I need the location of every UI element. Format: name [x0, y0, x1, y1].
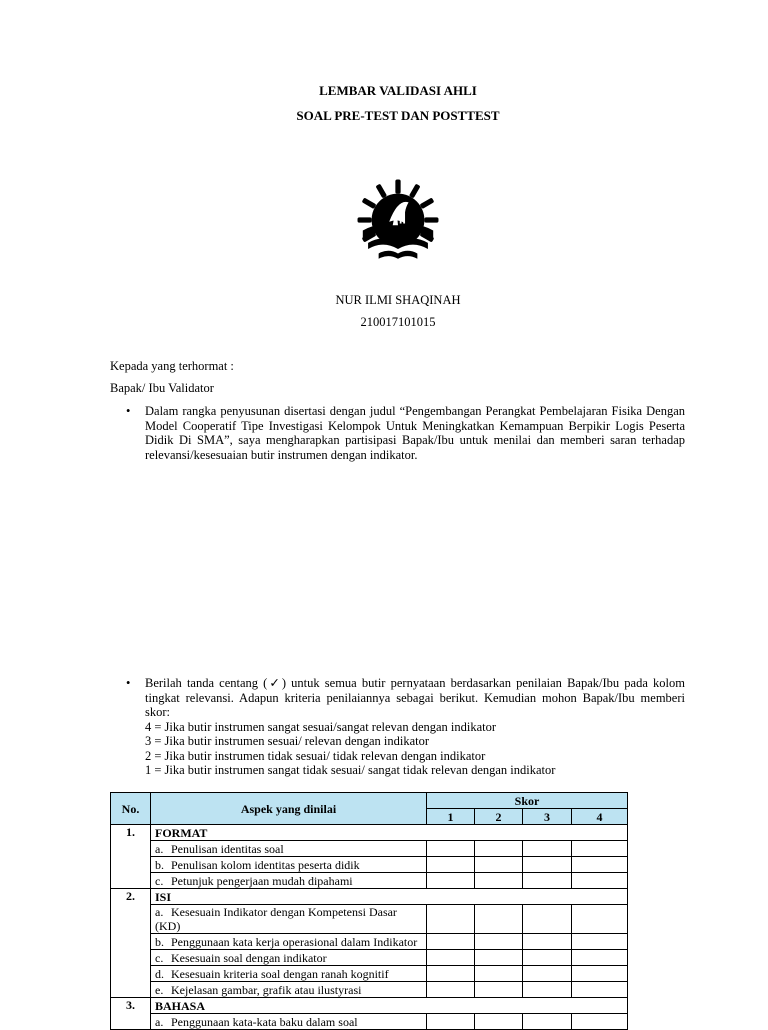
- score-cell[interactable]: [572, 950, 628, 966]
- section-title: BAHASA: [151, 998, 628, 1014]
- score-col-2: 2: [475, 809, 523, 825]
- criteria-item: 4 = Jika butir instrumen sangat sesuai/sangat relevan dengan indikator: [145, 719, 497, 734]
- table-row: [111, 825, 628, 841]
- intro-bullet: [126, 404, 685, 462]
- score-cell[interactable]: [427, 1014, 475, 1030]
- score-cell[interactable]: [475, 1014, 523, 1030]
- aspect-item: b. Penulisan kolom identitas peserta didik: [151, 857, 427, 873]
- bullet-icon: •: [126, 404, 131, 418]
- aspect-item: c. Kesesuain soal dengan indikator: [151, 950, 427, 966]
- criteria-item: 1 = Jika butir instrumen sangat tidak sesuai/ sangat tidak relevan dengan indikator: [145, 763, 556, 777]
- aspect-item: e. Kejelasan gambar, grafik atau ilustyrasi: [151, 982, 427, 998]
- score-cell[interactable]: [475, 982, 523, 998]
- instruction-text: Berilah tanda centang (✓) untuk semua butir pernyataan berdasarkan penilaian Bapak/Ibu pada kolom tingkat relevansi. Adapun kriteria penilaiannya sebagai berikut. Kemudian mohon Bapak/Ibu memberi skor:: [145, 676, 685, 719]
- score-cell[interactable]: [523, 982, 572, 998]
- table-row: [111, 1014, 628, 1030]
- table-row: [111, 934, 628, 950]
- score-col-4: 4: [572, 809, 628, 825]
- col-header-no: No.: [111, 793, 151, 825]
- score-cell[interactable]: [523, 857, 572, 873]
- validation-table: [110, 792, 628, 1030]
- score-cell[interactable]: [427, 905, 475, 934]
- document-title: LEMBAR VALIDASI AHLI: [319, 83, 477, 98]
- score-cell[interactable]: [475, 934, 523, 950]
- score-col-1: 1: [427, 809, 475, 825]
- table-row: [111, 950, 628, 966]
- table-row: [111, 998, 628, 1014]
- section-title: FORMAT: [151, 825, 628, 841]
- aspect-item: b. Penggunaan kata kerja operasional dalam Indikator: [151, 934, 427, 950]
- author-nim: 210017101015: [360, 315, 436, 329]
- instruction-content: [145, 676, 685, 778]
- score-cell[interactable]: [523, 966, 572, 982]
- addressee-line: Bapak/ Ibu Validator: [110, 381, 214, 395]
- criteria-item: 2 = Jika butir instrumen tidak sesuai/ tidak relevan dengan indikator: [145, 748, 486, 763]
- table-row: [111, 841, 628, 857]
- table-row: [111, 873, 628, 889]
- document-subtitle: SOAL PRE-TEST DAN POSTTEST: [296, 108, 500, 123]
- aspect-item: d. Kesesuain kriteria soal dengan ranah kognitif: [151, 966, 427, 982]
- score-cell[interactable]: [427, 950, 475, 966]
- score-cell[interactable]: [475, 857, 523, 873]
- score-cell[interactable]: [427, 966, 475, 982]
- instruction-bullet: [126, 676, 685, 778]
- score-cell[interactable]: [475, 950, 523, 966]
- aspect-item: a. Penulisan identitas soal: [151, 841, 427, 857]
- score-cell[interactable]: [427, 857, 475, 873]
- author-name: NUR ILMI SHAQINAH: [335, 293, 461, 307]
- score-cell[interactable]: [523, 841, 572, 857]
- criteria-item: 3 = Jika butir instrumen sesuai/ relevan dengan indikator: [145, 734, 430, 748]
- score-cell[interactable]: [523, 934, 572, 950]
- score-cell[interactable]: [427, 841, 475, 857]
- score-cell[interactable]: [572, 934, 628, 950]
- section-number: 2.: [111, 889, 151, 998]
- col-header-score: Skor: [427, 793, 628, 809]
- score-cell[interactable]: [572, 841, 628, 857]
- table-row: [111, 857, 628, 873]
- score-cell[interactable]: [475, 966, 523, 982]
- score-cell[interactable]: [427, 934, 475, 950]
- bullet-icon: •: [126, 676, 131, 690]
- score-cell[interactable]: [572, 905, 628, 934]
- score-cell[interactable]: [572, 873, 628, 889]
- table-row: [111, 889, 628, 905]
- score-cell[interactable]: [427, 873, 475, 889]
- aspect-item: a. Kesesuain Indikator dengan Kompetensi Dasar (KD): [151, 905, 427, 934]
- table-row: [111, 905, 628, 934]
- aspect-item: c. Petunjuk pengerjaan mudah dipahami: [151, 873, 427, 889]
- score-cell[interactable]: [475, 841, 523, 857]
- score-cell[interactable]: [523, 873, 572, 889]
- university-emblem-icon: [354, 176, 442, 264]
- score-cell[interactable]: [475, 873, 523, 889]
- col-header-aspect: Aspek yang dinilai: [151, 793, 427, 825]
- aspect-item: a. Penggunaan kata-kata baku dalam soal: [151, 1014, 427, 1030]
- section-number: 3.: [111, 998, 151, 1030]
- score-cell[interactable]: [572, 966, 628, 982]
- intro-text: Dalam rangka penyusunan disertasi dengan judul “Pengembangan Perangkat Pembelajaran Fisika Dengan Model Cooperatif Tipe Investigasi Kelompok Untuk Meningkatkan Kemampuan Berpikir Logis Peserta Didik Di SMA”, saya mengharapkan partisipasi Bapak/Ibu untuk menilai dan memberi saran terhadap relevansi/kesesuaian butir instrumen dengan indikator.: [145, 404, 685, 462]
- table-row: [111, 966, 628, 982]
- section-title: ISI: [151, 889, 628, 905]
- score-cell[interactable]: [572, 857, 628, 873]
- section-number: 1.: [111, 825, 151, 889]
- score-cell[interactable]: [427, 982, 475, 998]
- score-col-3: 3: [523, 809, 572, 825]
- score-cell[interactable]: [523, 950, 572, 966]
- greeting-line: Kepada yang terhormat :: [110, 359, 234, 373]
- score-cell[interactable]: [572, 982, 628, 998]
- score-cell[interactable]: [523, 905, 572, 934]
- score-cell[interactable]: [523, 1014, 572, 1030]
- score-cell[interactable]: [475, 905, 523, 934]
- score-cell[interactable]: [572, 1014, 628, 1030]
- table-row: [111, 982, 628, 998]
